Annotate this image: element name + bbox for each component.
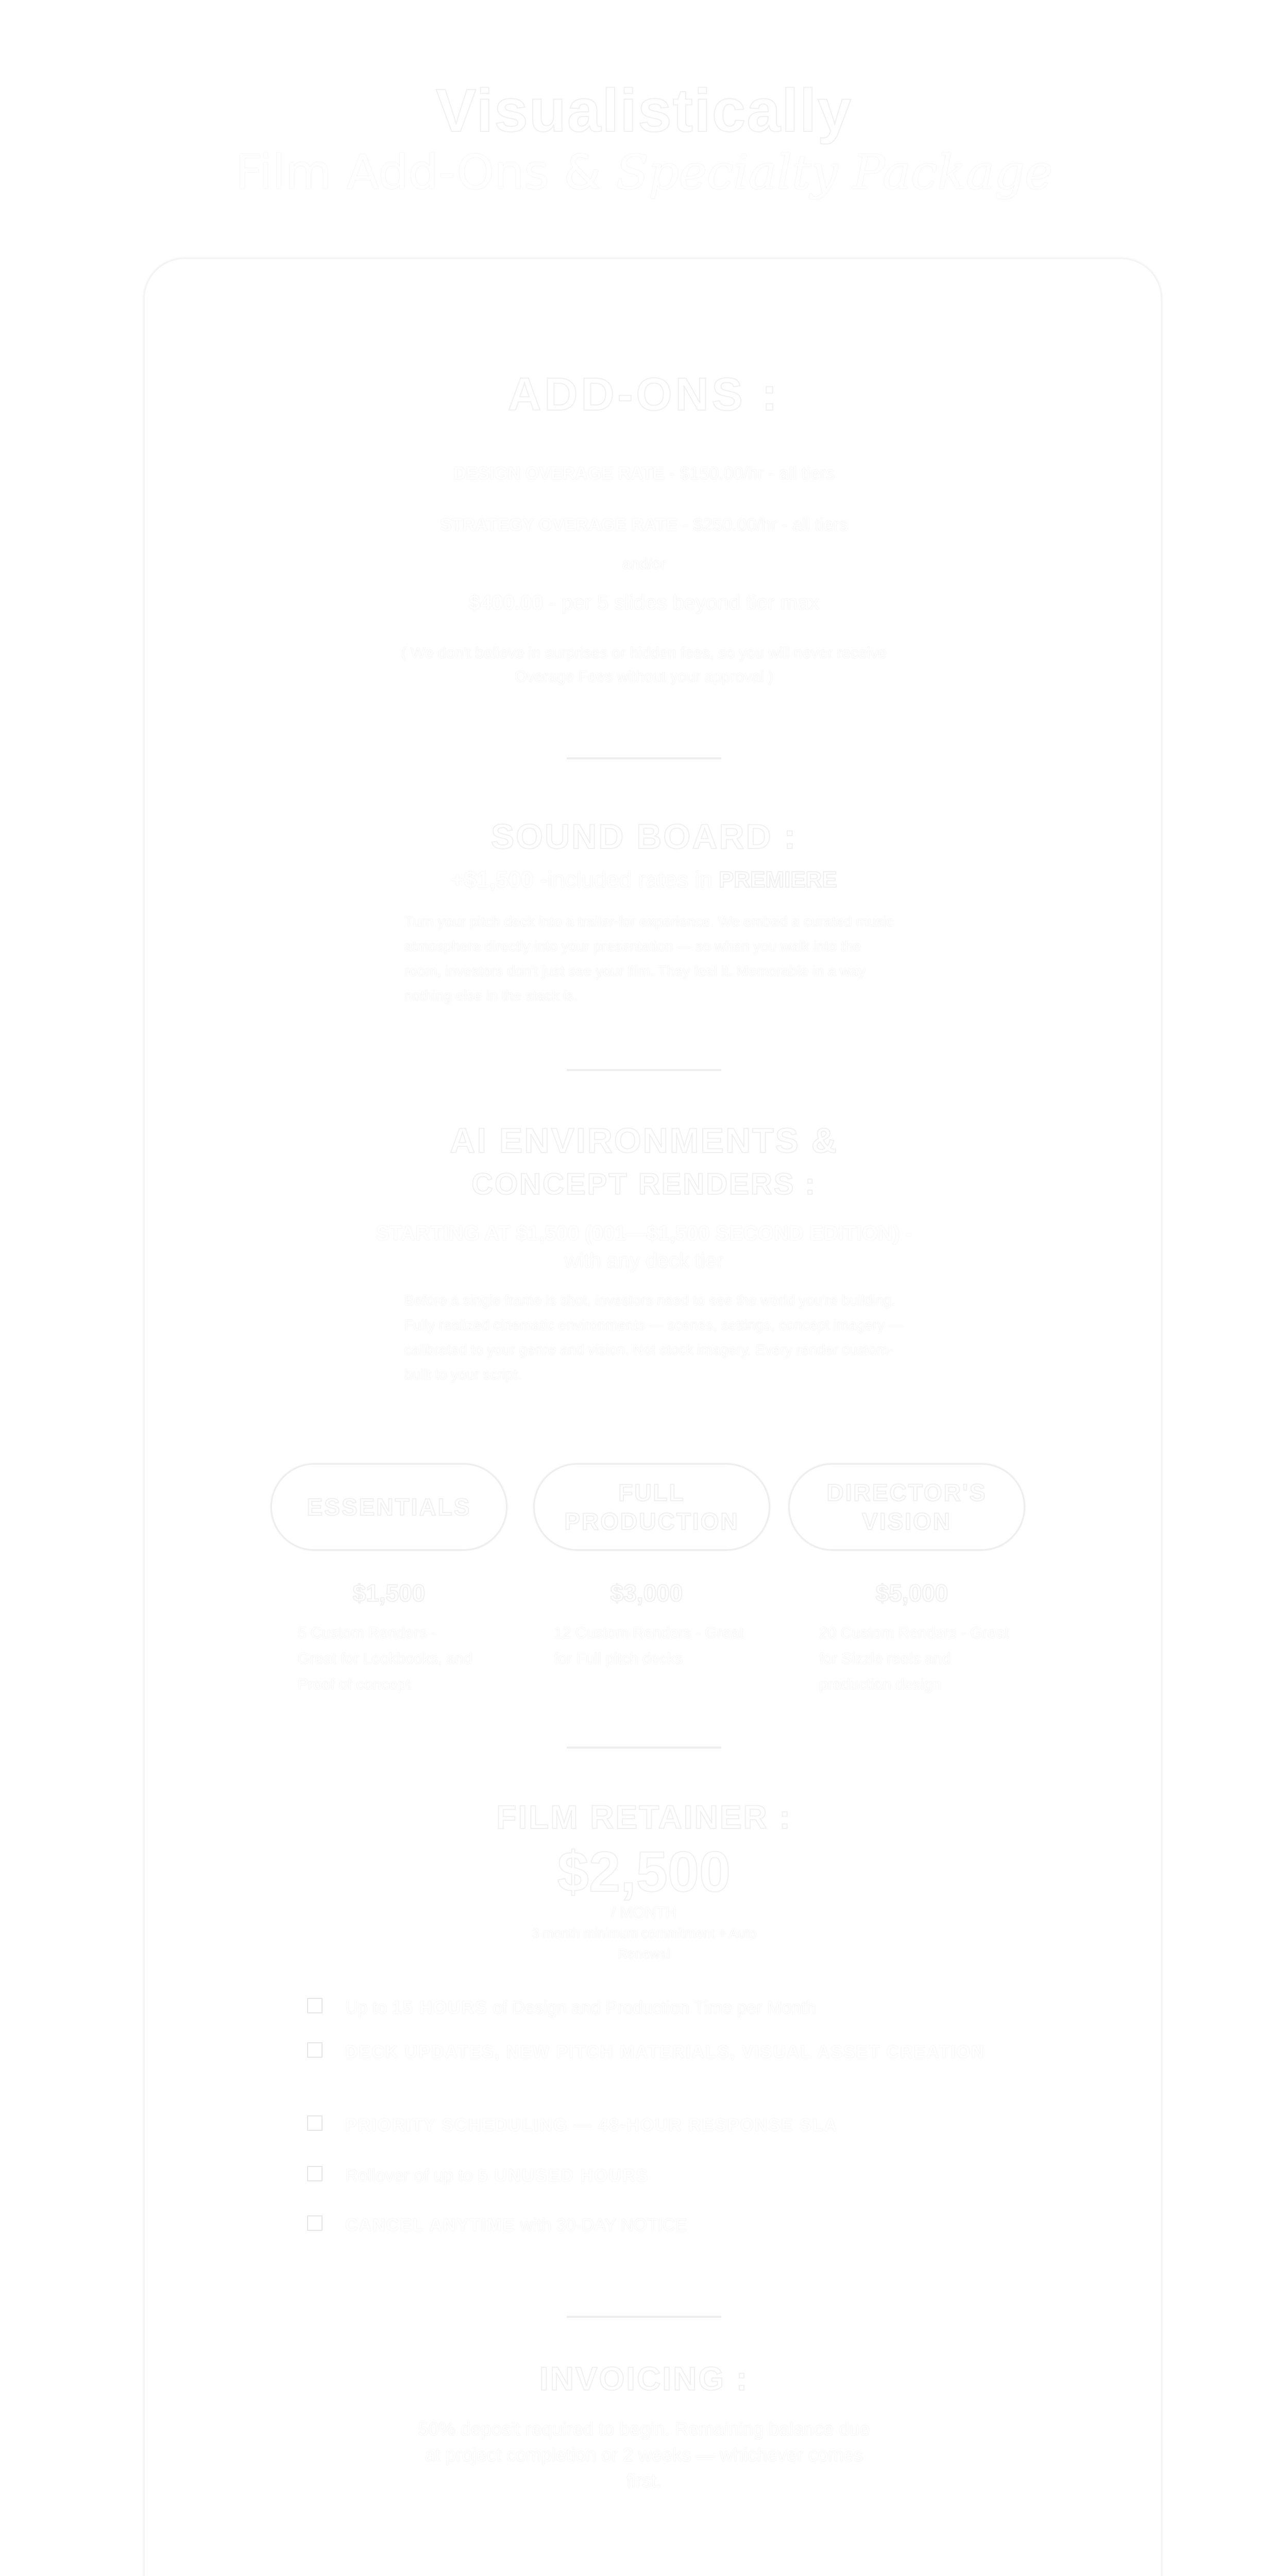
retainer-term: 3 month minimum commitment + Auto Renewal bbox=[531, 1925, 757, 1961]
strategy-overage-label: STRATEGY OVERAGE RATE bbox=[440, 515, 678, 535]
slide-overage-price: $400.00 bbox=[468, 591, 544, 614]
slide-overage-text: - per 5 slides beyond tier max bbox=[543, 591, 820, 614]
soundboard-title: SOUND BOARD : bbox=[490, 817, 798, 856]
hero-subtitle bbox=[0, 144, 1288, 201]
retainer-title: FILM RETAINER : bbox=[496, 1799, 792, 1836]
checkbox-icon bbox=[307, 2166, 323, 2181]
retainer-item-bold: 15 HOURS bbox=[392, 1998, 488, 2018]
invoicing-description: 50% deposit required to begin. Remaining balance due at project completion or 2 weeks — whichever comes first. bbox=[418, 2418, 870, 2491]
retainer-item bbox=[307, 2213, 1028, 2237]
tier-desc-essentials: 5 Custom Renders - Great for Lookbooks, and Proof of concept bbox=[298, 1624, 472, 1693]
ai-title-line1: AI ENVIRONMENTS & bbox=[450, 1121, 838, 1160]
divider-3 bbox=[567, 1747, 721, 1749]
ai-description: Before a single frame is shot, investors need to see the world you're building. Fully realized cinematic environments — scenes, settings, concept imagery — calibrated to your genre and vision. Not stock imagery. Every render custom-built to your script. bbox=[404, 1292, 903, 1382]
hero-title: Visualistically bbox=[435, 77, 853, 145]
retainer-per-month: / MONTH bbox=[611, 1904, 677, 1921]
tier-desc-full-production: 12 Custom Renders - Great for Full pitch decks bbox=[554, 1624, 744, 1667]
soundboard-price: +$1,500 bbox=[451, 867, 534, 892]
retainer-item bbox=[307, 2040, 997, 2064]
soundboard-price-line bbox=[0, 867, 1288, 893]
tier-pill-full-production[interactable]: FULL PRODUCTION bbox=[533, 1463, 770, 1551]
addons-title: ADD-ONS : bbox=[507, 369, 781, 420]
retainer-item-bold: CANCEL ANYTIME bbox=[345, 2215, 516, 2235]
slide-overage bbox=[0, 591, 1288, 615]
tier-desc-directors-vision: 20 Custom Renders - Great for Sizzle reels and production design bbox=[819, 1624, 1009, 1693]
tier-pill-essentials[interactable]: ESSENTIALS bbox=[270, 1463, 507, 1551]
soundboard-description: Turn your pitch deck into a trailer-for experience. We embed a curated music atmosphere directly into your presentation — so when you walk into the room, investors don't just see your film. They feel it. Memorable in a way nothing else in the stack is. bbox=[404, 913, 894, 1004]
retainer-item bbox=[307, 2164, 1028, 2188]
page-header bbox=[0, 77, 1288, 201]
or-separator: and/or bbox=[622, 555, 666, 572]
hero-subtitle-plain: Film Add-Ons & bbox=[235, 145, 601, 200]
ai-subtitle-line2: with any deck tier bbox=[564, 1249, 724, 1272]
retainer-item-bold: DECK UPDATES, NEW PITCH MATERIALS, VISUAL ASSET CREATION bbox=[345, 2042, 985, 2062]
design-overage-rate bbox=[0, 461, 1288, 486]
premiere-badge: PREMIERE bbox=[718, 867, 837, 892]
ai-subtitle-line1: STARTING AT $1,500 (001—$1,500 SECOND EDITION) - bbox=[376, 1222, 912, 1245]
tier-pill-directors-vision[interactable]: DIRECTOR'S VISION bbox=[788, 1463, 1025, 1551]
checkbox-icon bbox=[307, 2215, 323, 2231]
design-overage-value: - $150.00/hr - all tiers bbox=[664, 464, 835, 483]
ai-title-line2: CONCEPT RENDERS : bbox=[471, 1167, 817, 1201]
checkbox-icon bbox=[307, 2115, 323, 2131]
retainer-item bbox=[307, 1996, 1028, 2020]
retainer-item-text: Rollover of up to bbox=[345, 2166, 478, 2185]
design-overage-label: DESIGN OVERAGE RATE bbox=[453, 464, 665, 483]
retainer-item-text: with 30-DAY NOTICE bbox=[515, 2215, 687, 2235]
tier-price-full-production: $3,000 bbox=[610, 1580, 683, 1606]
invoicing-title: INVOICING : bbox=[539, 2360, 749, 2397]
overage-note: ( We don't believe in surprises or hidden fees, so you will never receive Overage Fees without your approval ) bbox=[401, 645, 887, 685]
checkbox-icon bbox=[307, 1998, 323, 2013]
retainer-item bbox=[307, 2113, 1028, 2137]
divider-1 bbox=[567, 757, 721, 759]
hero-subtitle-italic: Specialty Package bbox=[616, 145, 1053, 200]
retainer-item-bold: 5 UNUSED HOURS bbox=[478, 2166, 649, 2185]
retainer-item-text: of Design and Production Time per Month bbox=[487, 1998, 816, 2018]
strategy-overage-value: - $250.00/hr - all tiers bbox=[677, 515, 848, 535]
strategy-overage-rate bbox=[0, 513, 1288, 537]
tier-price-directors-vision: $5,000 bbox=[875, 1580, 948, 1606]
soundboard-price-text: -included rates in bbox=[533, 867, 719, 892]
retainer-item-bold: PRIORITY SCHEDULING — 48-HOUR RESPONSE SLA bbox=[345, 2115, 838, 2135]
retainer-item-text: Up to bbox=[345, 1998, 392, 2018]
divider-2 bbox=[567, 1069, 721, 1071]
tier-price-essentials: $1,500 bbox=[352, 1580, 426, 1606]
retainer-price: $2,500 bbox=[557, 1840, 731, 1904]
checkbox-icon bbox=[307, 2042, 323, 2058]
divider-4 bbox=[567, 2316, 721, 2318]
